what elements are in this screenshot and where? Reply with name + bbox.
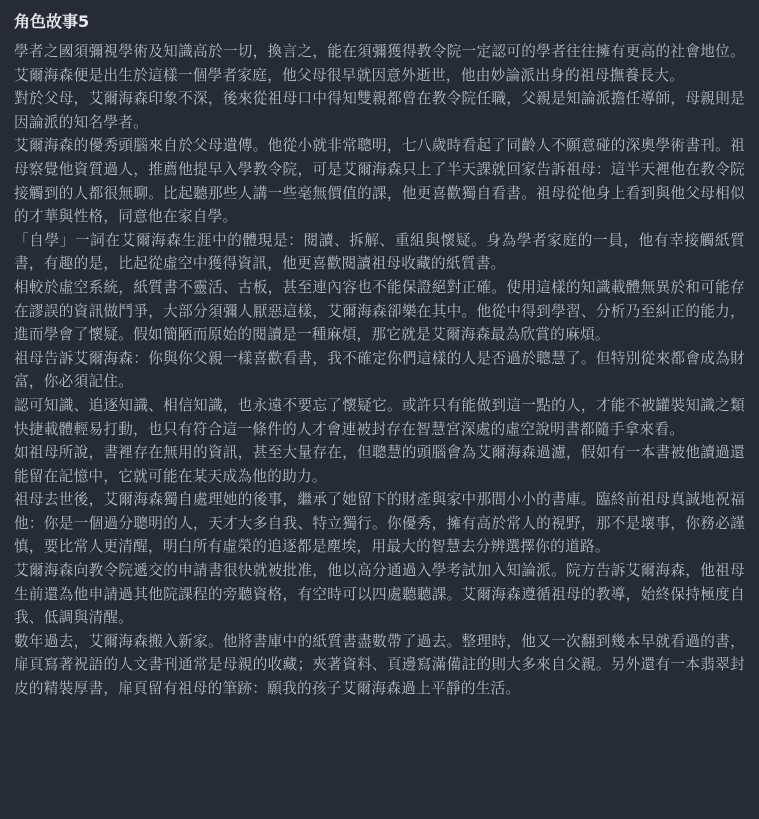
story-paragraph: 「自學」一詞在艾爾海森生涯中的體現是：閱讀、拆解、重組與懷疑。身為學者家庭的一員，他有幸接觸紙質書，有趣的是，比起從虛空中獲得資訊，他更喜歡閱讀祖母收藏的紙質書。: [14, 231, 745, 273]
story-paragraph: 祖母去世後，艾爾海森獨自處理她的後事，繼承了她留下的財產與家中那間小小的書庫。臨終前祖母真誠地祝福他：你是一個過分聰明的人，天才大多自我、特立獨行。你優秀，擁有高於常人的視野，那不是壞事，你務必謹慎，要比常人更清醒，明白所有虛榮的追逐都是塵埃，用最大的智慧去分辨選擇你的道路。: [14, 491, 745, 556]
story-paragraph: 艾爾海森向教令院遞交的申請書很快就被批准，他以高分通過入學考試加入知論派。院方告訴艾爾海森，他祖母生前還為他申請過其他院課程的旁聽資格，有空時可以四處聽聽課。艾爾海森遵循祖母的教導，始終保持極度自我、低調與清醒。: [14, 562, 745, 627]
story-paragraph: 相較於虛空系統，紙質書不靈活、古板，甚至連內容也不能保證絕對正確。使用這樣的知識載體無異於和可能存在謬誤的資訊做鬥爭，大部分須彌人厭惡這樣，艾爾海森卻樂在其中。他從中得到學習、分析乃至糾正的能力，進而學會了懷疑。假如簡陋而原始的閱讀是一種麻煩，那它就是艾爾海森最為欣賞的麻煩。: [14, 278, 745, 344]
story-title: 角色故事5: [14, 12, 90, 31]
story-paragraph: 數年過去，艾爾海森搬入新家。他將書庫中的紙質書盡數帶了過去。整理時，他又一次翻到幾本早就看過的書，扉頁寫著祝語的人文書刊通常是母親的收藏；夾著資料、頁邊寫滿備註的則大多來自父親。另外還有一本翡翠封皮的精裝厚書，扉頁留有祖母的筆跡：願我的孩子艾爾海森過上平靜的生活。: [14, 632, 745, 698]
story-paragraph: 如祖母所說，書裡存在無用的資訊，甚至大量存在，但聰慧的頭腦會為艾爾海森過濾，假如有一本書被他讀過還能留在記憶中，它就可能在某天成為他的助力。: [14, 444, 745, 485]
story-paragraph: 祖母告訴艾爾海森：你與你父親一樣喜歡看書，我不確定你們這樣的人是否過於聰慧了。但特別從來都會成為財富，你必須記住。: [14, 349, 745, 391]
story-paragraph: 認可知識、追逐知識、相信知識，也永遠不要忘了懷疑它。或許只有能做到這一點的人，才能不被罐裝知識之類快捷載體輕易打動，也只有符合這一條件的人才會連被封存在智慧宮深處的虛空說明書都隨手拿來看。: [14, 396, 745, 438]
story-paragraph: 對於父母，艾爾海森印象不深，後來從祖母口中得知雙親都曾在教令院任職，父親是知論派擔任導師，母親則是因論派的知名學者。: [14, 90, 745, 131]
story-paragraph: 艾爾海森的優秀頭腦來自於父母遺傳。他從小就非常聰明，七八歲時看起了同齡人不願意碰的深奧學術書刊。祖母察覺他資質過人，推薦他提早入學教令院，可是艾爾海森只上了半天課就回家告訴祖母：這半天裡他在教令院接觸到的人都很無聊。比起聽那些人講一些毫無價值的課，他更喜歡獨自看書。祖母從他身上看到與他父母相似的才華與性格，同意他在家自學。: [14, 137, 745, 226]
story-paragraph: 學者之國須彌視學術及知識高於一切，換言之，能在須彌獲得教令院一定認可的學者往往擁有更高的社會地位。艾爾海森便是出生於這樣一個學者家庭，他父母很早就因意外逝世，他由妙論派出身的祖母撫養長大。: [14, 43, 745, 84]
